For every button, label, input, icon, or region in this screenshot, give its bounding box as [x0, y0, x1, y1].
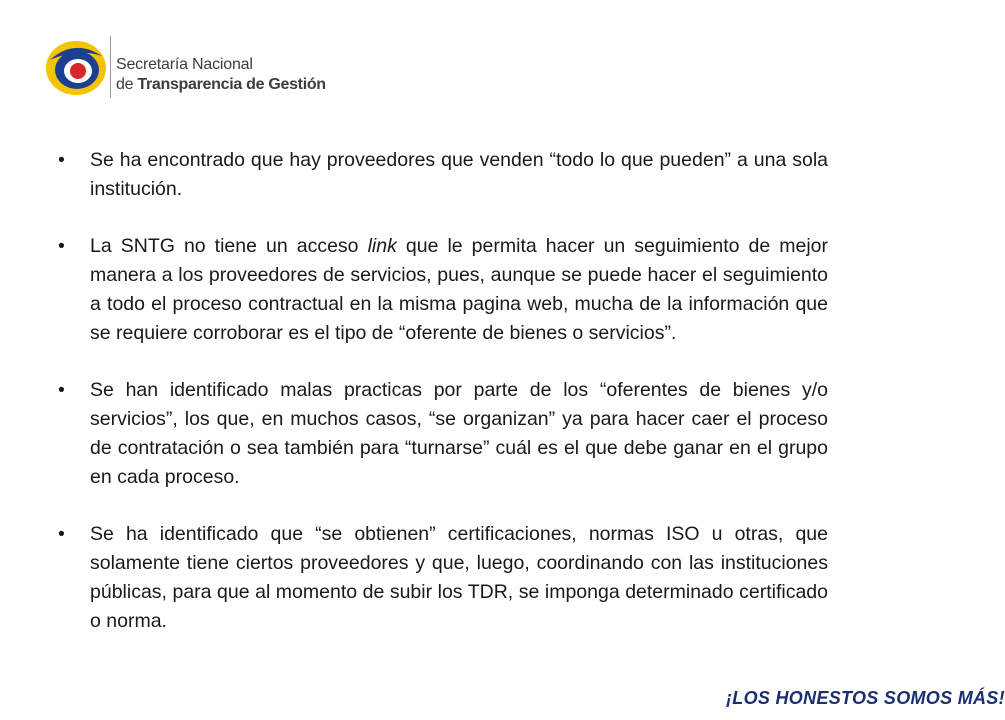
bullet-text-italic: link — [367, 235, 397, 257]
bullet-item-2 — [58, 232, 828, 348]
slogan: ¡LOS HONESTOS SOMOS MÁS! — [726, 688, 1005, 708]
bullet-text: Se ha identificado que “se obtienen” certificaciones, normas ISO u otras, que solamente tiene ciertos proveedores y que, luego, coordinando con las instituciones públicas, para que al momento de subir los TDR, se imponga determinado certificado o norma. — [90, 523, 828, 632]
logo-divider — [110, 36, 111, 98]
bullet-item-4 — [58, 520, 828, 636]
bullet-item-3 — [58, 376, 828, 492]
bullet-text-before: La SNTG no tiene un acceso — [90, 235, 368, 257]
bullet-item-1 — [58, 146, 828, 204]
bullet-list — [58, 146, 828, 664]
logo-title-line1: Secretaría Nacional — [116, 56, 253, 73]
logo-title-line2 — [116, 76, 326, 94]
eye-logo-icon — [44, 30, 108, 102]
bullet-text: Se ha encontrado que hay proveedores que venden “todo lo que pueden” a una sola institución. — [90, 149, 828, 200]
logo-line2-bold: Transparencia de Gestión — [137, 76, 326, 93]
logo-line2-prefix: de — [116, 76, 134, 93]
bullet-text-after: que le permita hacer un seguimiento de mejor manera a los proveedores de servicios, pues, aunque se puede hacer el seguimiento a todo el proceso contractual en la misma pagina web, mucha de la información que se requiere corroborar es el tipo de “oferente de bienes o servicios”. — [90, 235, 828, 344]
bullet-text: Se han identificado malas practicas por parte de los “oferentes de bienes y/o servicios”, los que, en muchos casos, “se organizan” ya para hacer caer el proceso de contratación o sea también para “turnarse” cuál es el que debe ganar en el grupo en cada proceso. — [90, 379, 828, 488]
institution-logo — [44, 30, 344, 110]
